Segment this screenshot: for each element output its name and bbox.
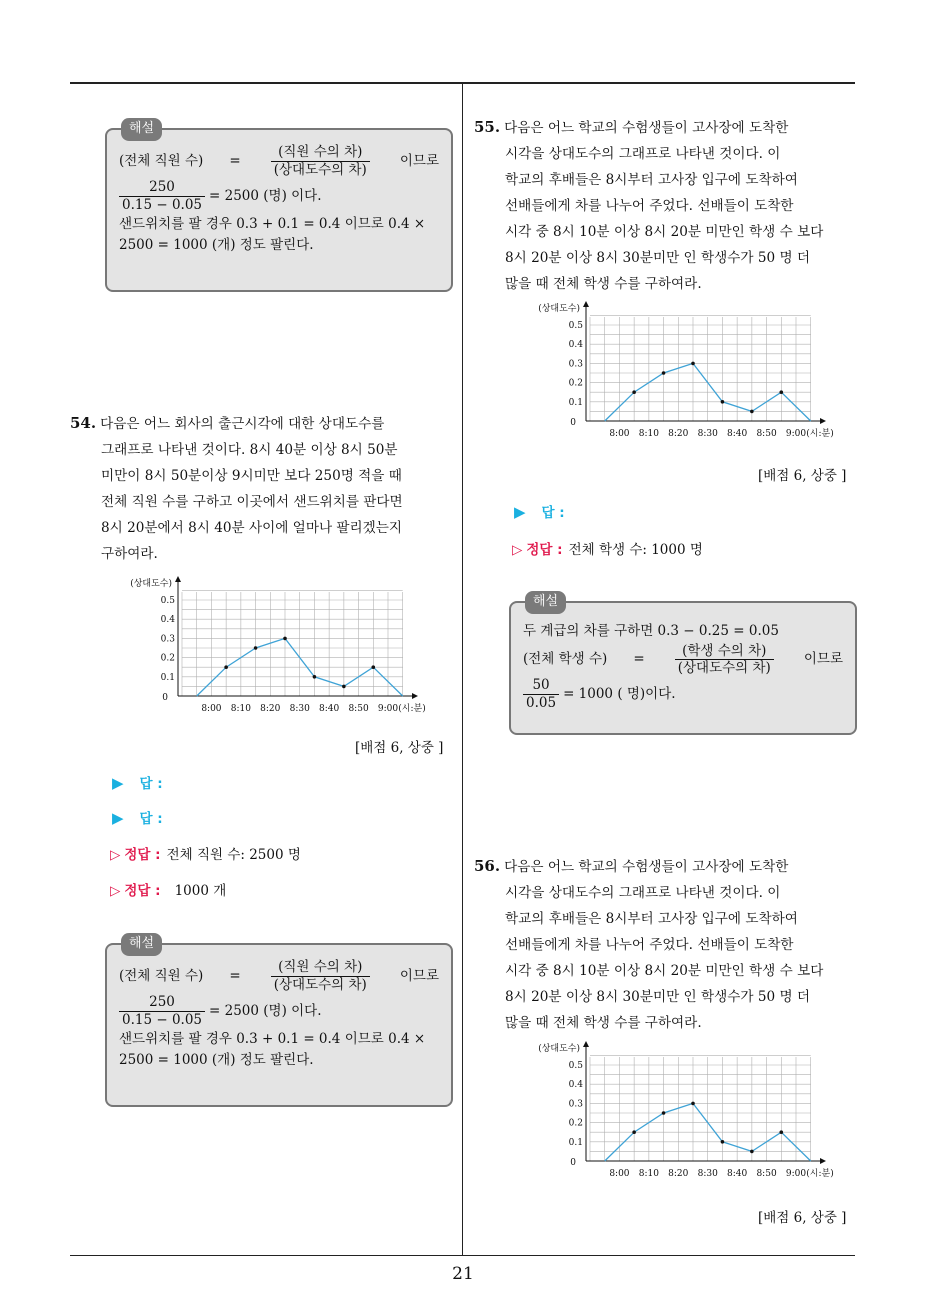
correct-answer-label: 정답 :: [124, 847, 161, 863]
data-point: [632, 1130, 636, 1134]
correct-answer-55: [512, 538, 703, 558]
x-axis-arrow-icon: [412, 693, 418, 699]
x-tick-label: 8:40: [727, 1169, 748, 1179]
data-point: [779, 390, 783, 394]
data-point: [750, 1150, 754, 1154]
x-tick-label: 8:10: [230, 704, 251, 714]
x-tick-label: 8:10: [638, 429, 659, 439]
fraction-denominator: (상대도수의 차): [273, 161, 367, 178]
equation-tail: 이므로: [399, 152, 439, 169]
x-tick-label: 8:00: [201, 704, 222, 714]
play-arrow-icon: ▶: [112, 774, 124, 792]
x-tick-label: 8:20: [668, 1169, 689, 1179]
question-text: 다음은 어느 학교의 수험생들이 고사장에 도착한: [504, 120, 789, 136]
solution-line-3: 샌드위치를 팔 경우 0.3 + 0.1 = 0.4 이므로 0.4 ×: [119, 1030, 426, 1047]
relative-frequency-chart-56: [528, 1043, 848, 1183]
data-point: [691, 1102, 695, 1106]
fraction-numerator: (직원 수의 차): [271, 959, 370, 977]
fraction-denominator: (상대도수의 차): [677, 660, 771, 677]
answer-line-1: [112, 772, 163, 792]
y-tick-label: 0.4: [568, 340, 583, 351]
grid: [182, 590, 403, 696]
solution-result: = 2500 (명) 이다.: [209, 187, 322, 204]
solution-line-4: 2500 = 1000 (개) 정도 팔린다.: [119, 1052, 314, 1069]
data-point: [371, 665, 375, 669]
fraction-numerator: 50: [523, 677, 559, 695]
equation-lhs: (전체 학생 수): [523, 651, 608, 668]
question-text: 8시 20분 이상 8시 30분미만 인 학생수가 50 명 더: [505, 250, 811, 266]
fraction-numerator: 250: [119, 179, 205, 197]
y-tick-label: 0.5: [160, 596, 175, 606]
fraction: [271, 144, 370, 179]
solution-tag: 해설: [121, 933, 162, 956]
data-point: [632, 390, 636, 394]
question-text: 선배들에게 차를 나누어 주었다. 선배들이 도착한: [505, 937, 794, 953]
x-axis-arrow-icon: [820, 1158, 826, 1164]
answer-label: 답 :: [139, 776, 163, 792]
data-point: [721, 1140, 725, 1144]
y-tick-label: 0.1: [160, 672, 175, 683]
x-tick-label: 9:00: [785, 429, 807, 439]
equals-sign: =: [229, 152, 241, 169]
solution-line-4: 2500 = 1000 (개) 정도 팔린다.: [119, 237, 314, 254]
score-55: [배점 6, 상중 ]: [758, 468, 847, 484]
x-tick-label: 8:50: [756, 1169, 777, 1179]
correct-answer-label: 정답 :: [124, 883, 161, 899]
x-tick-label: 8:00: [609, 1169, 630, 1179]
solution-line-2: [119, 994, 439, 1029]
column-divider: [462, 83, 463, 1255]
solution-line-1: 두 계급의 차를 구하면 0.3 − 0.25 = 0.05: [523, 623, 779, 639]
grid: [590, 1055, 811, 1161]
data-point: [224, 665, 228, 669]
y-tick-label: 0.3: [568, 359, 583, 370]
y-axis-arrow-icon: [583, 1041, 589, 1047]
data-point: [662, 1111, 666, 1115]
question-text: 8시 20분에서 8시 40분 사이에 얼마나 팔리겠는지: [101, 520, 403, 536]
data-point: [283, 637, 287, 641]
play-arrow-icon: ▶: [514, 503, 526, 521]
fraction-denominator: 0.15 − 0.05: [122, 196, 203, 213]
solution-box-54: [105, 936, 453, 1107]
data-point: [254, 646, 258, 650]
fraction-numerator: (학생 수의 차): [675, 643, 774, 661]
fraction: [675, 643, 774, 678]
equation-lhs: (전체 직원 수): [119, 967, 204, 984]
data-point: [691, 362, 695, 366]
y-tick-label: 0.2: [160, 653, 175, 664]
data-point: [342, 685, 346, 689]
x-tick-label: 8:10: [638, 1169, 659, 1179]
y-tick-label: 0.1: [568, 1137, 583, 1148]
x-axis-label: (시:분): [806, 1169, 834, 1179]
answer-line-2: [112, 807, 163, 827]
data-point: [750, 410, 754, 414]
fraction-numerator: 250: [119, 994, 205, 1012]
y-tick-label: 0.2: [568, 378, 583, 389]
answer-line-55: [514, 501, 565, 521]
data-point: [721, 400, 725, 404]
outline-arrow-icon: ▷: [110, 883, 121, 899]
x-tick-label: 8:50: [756, 429, 777, 439]
question-text: 전체 직원 수를 구하고 이곳에서 샌드위치를 판다면: [101, 494, 403, 510]
x-axis-arrow-icon: [820, 418, 826, 424]
solution-tag: 해설: [525, 591, 566, 614]
question-55: [474, 114, 869, 297]
y-tick-label: 0.3: [160, 634, 175, 645]
question-text: 시각 중 8시 10분 이상 8시 20분 미만인 학생 수 보다: [505, 963, 824, 979]
page-number: 21: [452, 1264, 474, 1284]
solution-box-55: [509, 594, 857, 735]
y-tick-label: 0.4: [160, 615, 175, 626]
question-text: 그래프로 나타낸 것이다. 8시 40분 이상 8시 50분: [101, 442, 398, 458]
chart-svg: [528, 303, 848, 443]
y-axis-label: (상대도수): [538, 304, 580, 314]
score-56: [배점 6, 상중 ]: [758, 1210, 847, 1226]
y-tick-label: 0.4: [568, 1080, 583, 1091]
y-tick-label: 0.5: [568, 321, 583, 331]
data-point: [662, 371, 666, 375]
question-text: 구하여라.: [101, 546, 158, 562]
equation-lhs: (전체 직원 수): [119, 152, 204, 169]
question-56: [474, 853, 869, 1036]
y-axis-arrow-icon: [583, 301, 589, 307]
y-tick-label: 0.1: [568, 397, 583, 408]
equals-sign: =: [633, 651, 645, 668]
fraction-denominator: (상대도수의 차): [273, 976, 367, 993]
y-axis-label: (상대도수): [130, 579, 172, 589]
x-tick-label: 8:50: [348, 704, 369, 714]
question-54: [70, 410, 455, 567]
fraction-numerator: (직원 수의 차): [271, 144, 370, 162]
equation-tail: 이므로: [803, 651, 843, 668]
solution-result: = 1000 ( 명)이다.: [563, 686, 676, 703]
fraction: [523, 677, 559, 712]
score-54: [배점 6, 상중 ]: [355, 740, 444, 756]
question-text: 다음은 어느 학교의 수험생들이 고사장에 도착한: [504, 859, 789, 875]
y-tick-label: 0.3: [568, 1099, 583, 1110]
question-text: 학교의 후배들은 8시부터 고사장 입구에 도착하여: [505, 911, 798, 927]
fraction-denominator: 0.15 − 0.05: [122, 1011, 203, 1028]
x-axis-label: (시:분): [398, 704, 426, 714]
chart-svg: [120, 578, 440, 718]
solution-equation: [119, 144, 439, 179]
origin-label: 0: [570, 1158, 576, 1168]
correct-answer-label: 정답 :: [526, 542, 563, 558]
question-text: 학교의 후배들은 8시부터 고사장 입구에 도착하여: [505, 172, 798, 188]
question-text: 8시 20분 이상 8시 30분미만 인 학생수가 50 명 더: [505, 989, 811, 1005]
x-tick-label: 8:30: [289, 704, 310, 714]
equation-tail: 이므로: [399, 967, 439, 984]
y-tick-label: 0.2: [568, 1118, 583, 1129]
answer-label: 답 :: [541, 505, 565, 521]
question-text: 미만이 8시 50분이상 9시미만 보다 250명 적을 때: [101, 468, 402, 484]
grid: [590, 315, 811, 421]
fraction: [119, 179, 205, 214]
solution-tag: 해설: [121, 118, 162, 141]
correct-answer-1: [110, 843, 301, 863]
answer-label: 답 :: [139, 811, 163, 827]
relative-frequency-chart-55: [528, 303, 848, 443]
question-text: 많을 때 전체 학생 수를 구하여라.: [505, 1015, 702, 1031]
question-number: 56.: [474, 857, 501, 875]
correct-answer-text: 1000 개: [174, 883, 227, 899]
correct-answer-text: 전체 직원 수: 2500 명: [166, 847, 301, 863]
data-point: [313, 675, 317, 679]
origin-label: 0: [162, 693, 168, 703]
question-text: 많을 때 전체 학생 수를 구하여라.: [505, 276, 702, 292]
x-tick-label: 8:00: [609, 429, 630, 439]
x-tick-label: 9:00: [377, 704, 399, 714]
x-axis-label: (시:분): [806, 429, 834, 439]
correct-answer-text: 전체 학생 수: 1000 명: [568, 542, 703, 558]
bottom-rule: [70, 1255, 855, 1256]
x-tick-label: 8:20: [260, 704, 281, 714]
solution-line-2: [119, 179, 439, 214]
question-text: 시각을 상대도수의 그래프로 나타낸 것이다. 이: [505, 146, 781, 162]
data-point: [779, 1130, 783, 1134]
fraction: [119, 994, 205, 1029]
outline-arrow-icon: ▷: [512, 542, 523, 558]
origin-label: 0: [570, 418, 576, 428]
x-tick-label: 8:20: [668, 429, 689, 439]
fraction-denominator: 0.05: [526, 695, 557, 712]
play-arrow-icon: ▶: [112, 809, 124, 827]
x-tick-label: 8:40: [319, 704, 340, 714]
y-tick-label: 0.5: [568, 1061, 583, 1071]
x-tick-label: 9:00: [785, 1169, 807, 1179]
solution-result: = 2500 (명) 이다.: [209, 1002, 322, 1019]
question-number: 55.: [474, 118, 501, 136]
outline-arrow-icon: ▷: [110, 847, 121, 863]
solution-equation: [523, 643, 843, 678]
question-text: 시각을 상대도수의 그래프로 나타낸 것이다. 이: [505, 885, 781, 901]
fraction: [271, 959, 370, 994]
solution-equation: [119, 959, 439, 994]
solution-line-3: [523, 677, 843, 712]
question-number: 54.: [70, 414, 97, 432]
x-tick-label: 8:30: [697, 1169, 718, 1179]
x-tick-label: 8:40: [727, 429, 748, 439]
solution-box-top-left: [105, 121, 453, 292]
y-axis-label: (상대도수): [538, 1044, 580, 1054]
question-text: 다음은 어느 회사의 출근시각에 대한 상대도수를: [100, 416, 385, 432]
solution-line-3: 샌드위치를 팔 경우 0.3 + 0.1 = 0.4 이므로 0.4 ×: [119, 215, 426, 232]
chart-svg: [528, 1043, 848, 1183]
relative-frequency-chart-54: [120, 578, 440, 718]
x-tick-label: 8:30: [697, 429, 718, 439]
correct-answer-2: [110, 879, 226, 899]
question-text: 시각 중 8시 10분 이상 8시 20분 미만인 학생 수 보다: [505, 224, 824, 240]
equals-sign: =: [229, 967, 241, 984]
y-axis-arrow-icon: [175, 576, 181, 582]
question-text: 선배들에게 차를 나누어 주었다. 선배들이 도착한: [505, 198, 794, 214]
